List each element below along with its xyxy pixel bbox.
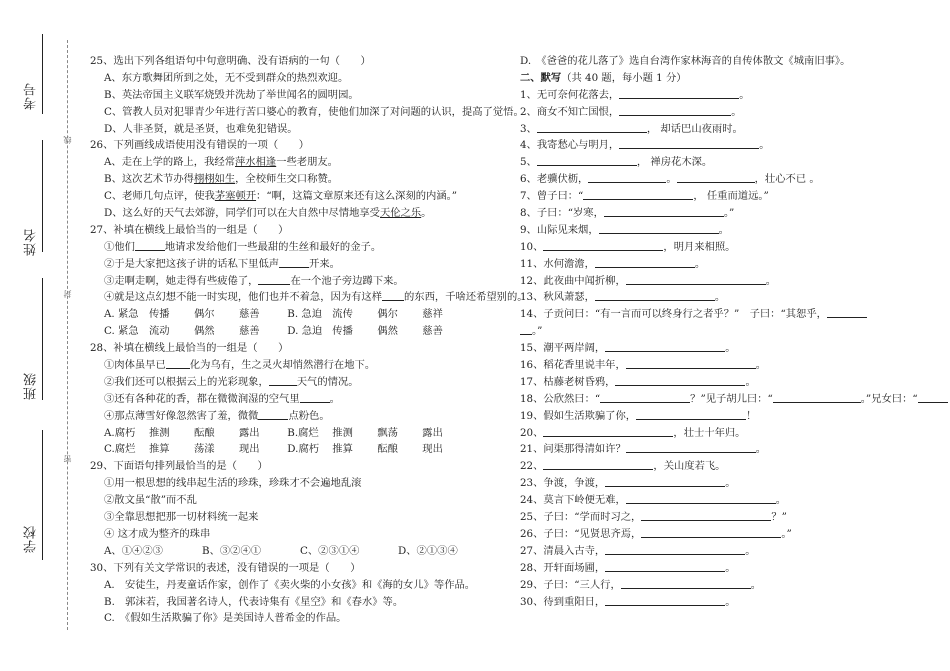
section-note: （共 40 题，每小题 1 分） xyxy=(561,71,687,84)
class-label: 班级 xyxy=(24,372,39,400)
fill-item-12: 12、此夜曲中闻折柳， 。 xyxy=(520,274,777,287)
fill-item-11: 11、水何澹澹， 。 xyxy=(520,257,706,270)
fill-item-16: 16、稻花香里说丰年， 。 xyxy=(520,359,767,372)
answer-blank[interactable] xyxy=(605,561,725,572)
answer-blank[interactable] xyxy=(595,257,695,268)
school-line xyxy=(42,430,43,560)
answer-blank[interactable] xyxy=(166,358,190,369)
underlined-idiom: 茅塞顿开 xyxy=(214,190,257,203)
q29-item-4: ④ 这才成为整齐的珠串 xyxy=(104,527,211,540)
answer-blank[interactable] xyxy=(583,189,693,200)
fill-item-15: 15、潮平两岸阔， 。 xyxy=(520,342,736,355)
school-label: 学校 xyxy=(24,525,39,553)
fill-item-24: 24、莫言下岭便无难， 。 xyxy=(520,494,787,507)
answer-blank[interactable] xyxy=(773,392,861,403)
q25-option-d: D、人非圣贤，就是圣贤，也难免犯错误。 xyxy=(104,122,298,135)
answer-blank[interactable] xyxy=(626,274,766,285)
answer-blank[interactable] xyxy=(621,578,751,589)
fill-item-17: 17、枯藤老树昏鸦， 。 xyxy=(520,375,756,388)
fill-item-19: 19、假如生活欺骗了你， ！ xyxy=(520,409,757,422)
exam-number-label: 考号 xyxy=(24,82,39,110)
q29-item-2: ②散文虽“散”而不乱 xyxy=(104,494,197,507)
class-line xyxy=(42,278,43,400)
q29-stem: 29、下面语句排列最恰当的是（ ） xyxy=(90,460,268,473)
q30-option-d: D. 《爸爸的花儿落了》选自台湾作家林海音的自传体散文《城南旧事》。 xyxy=(520,55,851,67)
q27-sentence-2: ②于是大家把这孩子讲的话私下里低声 开来。 xyxy=(104,257,340,270)
q28-options-cd: C.腐烂 推算 荡漾 现出 D.腐朽 推算 酝酿 现出 xyxy=(104,443,443,456)
cut-mark-seal: 封 xyxy=(63,290,72,298)
fill-item-14-cont: 。” xyxy=(520,323,940,340)
fill-item-18: 18、公欣然曰：“ ？”见子胡儿曰：“ 。”兄女曰：“ xyxy=(520,391,940,408)
cut-mark-secret: 密 xyxy=(63,455,72,463)
answer-blank[interactable] xyxy=(135,240,165,251)
answer-blank[interactable] xyxy=(258,274,290,285)
answer-blank[interactable] xyxy=(918,392,948,403)
answer-blank[interactable] xyxy=(619,105,731,116)
fill-item-22: 22、 ，关山度若飞。 xyxy=(520,460,726,473)
q28-sentence-4: ④那点薄雪好像忽然害了羞，微微 点粉色。 xyxy=(104,409,330,422)
q25-stem: 25、选出下列各组语句中句意明确、没有语病的一句（ ） xyxy=(90,55,371,67)
fill-item-8: 8、子曰：“岁寒， 。” xyxy=(520,207,735,220)
q26-stem: 26、下列画线成语使用没有错误的一项（ ） xyxy=(90,139,310,152)
seal-dashed-line xyxy=(67,40,68,630)
answer-blank[interactable] xyxy=(258,409,288,420)
q27-options-cd: C. 紧急 流动 偶然 慈善 D. 急迫 传播 偶然 慈善 xyxy=(104,325,443,338)
q29-item-1: ①用一根思想的线串起生活的珍珠，珍珠才不会遍地乱滚 xyxy=(104,477,362,490)
fill-item-27: 27、清晨入古寺， 。 xyxy=(520,544,756,557)
fill-item-1: 1、无可奈何花落去， 。 xyxy=(520,88,750,101)
q27-sentence-3: ③走啊走啊，她走得有些疲倦了， 在一个池子旁边蹲下来。 xyxy=(104,274,404,287)
answer-blank[interactable] xyxy=(605,476,725,487)
answer-blank[interactable] xyxy=(626,493,776,504)
fill-item-13: 13、秋风萧瑟， 。 xyxy=(520,291,726,304)
answer-blank[interactable] xyxy=(615,375,745,386)
fill-item-20: 20、 ，壮士十年归。 xyxy=(520,426,746,439)
fill-item-5: 5、 ， 禅房花木深。 xyxy=(520,156,713,169)
name-label: 姓名 xyxy=(24,228,39,256)
answer-blank[interactable] xyxy=(588,172,666,183)
fill-item-23: 23、争渡，争渡， 。 xyxy=(520,477,736,490)
q30-option-a: A. 安徒生，丹麦童话作家，创作了《卖火柴的小女孩》和《海的女儿》等作品。 xyxy=(104,578,476,591)
answer-blank[interactable] xyxy=(604,206,724,217)
answer-blank[interactable] xyxy=(543,459,653,470)
answer-blank[interactable] xyxy=(619,138,759,149)
q27-options-ab: A. 紧急 传播 偶尔 慈善 B. 急迫 流传 偶尔 慈祥 xyxy=(104,308,443,321)
q29-item-3: ③全靠思想把那一切材料统一起来 xyxy=(104,511,259,524)
answer-blank[interactable] xyxy=(605,595,725,606)
answer-blank[interactable] xyxy=(641,510,771,521)
q25-option-b: B、英法帝国主义联军烧毁并洗劫了举世闻名的圆明园。 xyxy=(104,88,359,101)
answer-blank[interactable] xyxy=(279,257,309,268)
q30-option-b: B. 郭沫若，我国著名诗人，代表诗集有《星空》和《春水》等。 xyxy=(104,595,404,608)
answer-blank[interactable] xyxy=(543,426,673,437)
section-title: 二、默写 xyxy=(520,71,562,84)
name-line xyxy=(42,140,43,252)
q26-option-d: D、这么好的天气去郊游，同学们可以在大自然中尽情地享受天伦之乐。 xyxy=(104,207,432,220)
right-column xyxy=(520,53,940,610)
q26-option-a: A、走在上学的路上，我经常萍水相逢一些老朋友。 xyxy=(104,156,338,169)
answer-blank[interactable] xyxy=(626,358,756,369)
fill-item-30: 30、待到重阳日， 。 xyxy=(520,595,736,608)
fill-item-14: 14、子贡问曰：“有一言而可以终身行之者乎？” 子曰：“其恕乎， xyxy=(520,306,940,323)
q28-sentence-1: ①肉体虽早已 化为乌有，生之灵火却悄然潜行在地下。 xyxy=(104,359,376,372)
q30-stem: 30、下列有关文学常识的表述，没有错误的一项是（ ） xyxy=(90,561,361,574)
section-heading xyxy=(520,70,940,87)
answer-blank[interactable] xyxy=(300,392,330,403)
answer-blank[interactable] xyxy=(827,307,867,318)
fill-item-4: 4、我寄愁心与明月， 。 xyxy=(520,139,770,152)
answer-blank[interactable] xyxy=(605,341,725,352)
q25-option-c: C、管教人员对犯罪青少年进行苦口婆心的教育，使他们加深了对问题的认识，提高了觉悟。 xyxy=(104,105,524,118)
fill-item-3: 3、 ， 却话巴山夜雨时。 xyxy=(520,122,743,135)
q27-sentence-1: ①他们 地请求发给他们一些最甜的生丝和最好的金子。 xyxy=(104,240,382,253)
answer-blank[interactable] xyxy=(269,375,297,386)
answer-blank[interactable] xyxy=(619,88,739,99)
answer-blank[interactable] xyxy=(537,122,647,133)
left-column xyxy=(90,53,528,627)
q25-option-a: A、东方歌舞团所到之处，无不受到群众的热烈欢迎。 xyxy=(104,71,349,84)
fill-item-26: 26、子曰：“见贤思齐焉， 。” xyxy=(520,527,792,540)
answer-blank[interactable] xyxy=(600,392,690,403)
q28-stem: 28、补填在横线上最恰当的一组是（ ） xyxy=(90,342,289,355)
answer-blank[interactable] xyxy=(382,290,404,301)
fill-item-9: 9、山际见来烟， 。 xyxy=(520,223,729,236)
answer-blank[interactable] xyxy=(626,442,756,453)
fill-item-7: 7、曾子曰：“ ， 任重而道远。” xyxy=(520,190,769,203)
underlined-idiom: 萍水相逢 xyxy=(235,156,277,169)
answer-blank[interactable] xyxy=(599,223,719,234)
q26-option-b: B、这次艺术节办得栩栩如生，全校师生交口称赞。 xyxy=(104,173,339,186)
fill-item-28: 28、开轩面场圃， 。 xyxy=(520,561,736,574)
answer-blank[interactable] xyxy=(605,544,745,555)
q30-option-c: C. 《假如生活欺骗了你》是美国诗人普希金的作品。 xyxy=(104,612,347,625)
answer-blank[interactable] xyxy=(520,324,532,335)
binding-margin xyxy=(0,0,80,671)
q27-sentence-4: ④就是这点幻想不能一时实现，他们也并不着急，因为有这样 的东西，千啥还希望别的。 xyxy=(104,291,528,304)
answer-blank[interactable] xyxy=(641,527,781,538)
underlined-idiom: 栩栩如生 xyxy=(193,173,236,186)
answer-blank[interactable] xyxy=(636,409,746,420)
answer-blank[interactable] xyxy=(677,172,755,183)
answer-blank[interactable] xyxy=(595,290,715,301)
cut-mark-line: 线 xyxy=(63,136,72,144)
q28-options-ab: A.腐朽 推测 酝酿 露出 B.腐烂 推测 飘荡 露出 xyxy=(104,426,443,439)
underlined-idiom: 天伦之乐 xyxy=(379,207,422,220)
exam-number-line xyxy=(42,34,43,114)
fill-item-10: 10、 ，明月来相照。 xyxy=(520,240,736,253)
fill-item-21: 21、问渠那得清如许？ 。 xyxy=(520,443,767,456)
q28-sentence-2: ②我们还可以根据云上的光彩现象， 天气的情况。 xyxy=(104,375,359,388)
answer-blank[interactable] xyxy=(537,155,637,166)
q26-option-c: C、老师几句点评，使我茅塞顿开：“啊，这篇文章原来还有这么深刻的内涵。” xyxy=(104,190,458,203)
fill-item-29: 29、子曰：“三人行， 。 xyxy=(520,578,762,591)
q29-options: A、①④②③ B、③②④① C、②③①④ D、②①③④ xyxy=(104,544,458,557)
fill-item-2: 2、商女不知亡国恨， 。 xyxy=(520,105,742,118)
fill-item-6: 6、老骥伏枥， 。 ，壮心不已 。 xyxy=(520,173,820,186)
q28-sentence-3: ③还有各种花的香，都在微微润湿的空气里 。 xyxy=(104,392,340,405)
q27-stem: 27、补填在横线上最恰当的一组是（ ） xyxy=(90,223,289,236)
answer-blank[interactable] xyxy=(543,240,663,251)
fill-item-25: 25、子曰：“学而时习之， ？” xyxy=(520,511,787,524)
